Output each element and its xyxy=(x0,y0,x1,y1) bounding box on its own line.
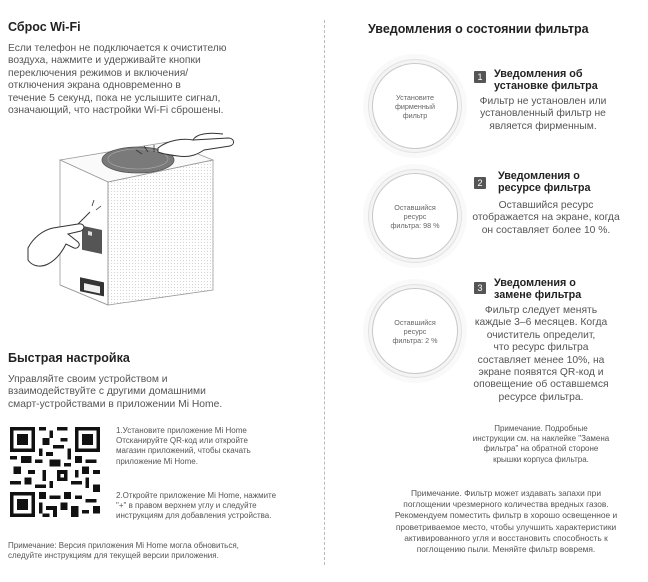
odor-note-line: поглощении чрезмерного количества вредных газов. xyxy=(403,499,609,510)
step1-text xyxy=(116,426,316,467)
sticker-note-line: фильтра" на обратной стороне xyxy=(483,444,599,454)
step2-line: инструкциям для добавления устройства. xyxy=(116,511,272,521)
app-version-note xyxy=(8,541,318,561)
filter-notifications-title: Уведомления о состоянии фильтра xyxy=(368,22,589,36)
step2-line: "+" в правом верхнем углу и следуйте xyxy=(116,501,257,511)
filter-odor-note xyxy=(366,488,646,555)
notification-body xyxy=(466,200,626,237)
display-line: Установите xyxy=(396,92,434,102)
body-line: установленный фильтр не xyxy=(480,108,606,120)
display-line: Оставшийся xyxy=(394,317,436,327)
wifi-reset-line: означающий, что настройки Wi-Fi сброшены. xyxy=(8,105,224,117)
body-line: оповещение об оставшемся xyxy=(473,379,609,391)
notification-title xyxy=(498,171,590,194)
step-number-badge: 1 xyxy=(474,71,486,83)
sticker-note-line: инструкции см. на наклейке "Замена xyxy=(472,434,610,444)
notification-body xyxy=(468,96,618,133)
wifi-reset-line: переключения режимов и включения/ xyxy=(8,67,189,79)
notification-title xyxy=(494,69,598,92)
sticker-note-line: крышки корпуса фильтра. xyxy=(493,454,589,464)
body-line: очиститель определит, xyxy=(486,329,596,341)
body-line: Фильтр следует менять xyxy=(484,305,598,316)
body-line: Фильтр не установлен или xyxy=(479,96,607,107)
title-line: ресурсе фильтра xyxy=(498,181,591,194)
step1-line: Отсканируйте QR-код или откройте xyxy=(116,436,248,446)
display-line: фильтра: 2 % xyxy=(392,335,438,345)
wifi-reset-line: течение 5 секунд, пока не услышите сигнал, xyxy=(8,92,221,104)
display-line: фильтра: 98 % xyxy=(390,220,440,230)
wifi-reset-text xyxy=(8,43,308,117)
sticker-note-line: Примечание. Подробные xyxy=(494,424,588,433)
purifier-illustration xyxy=(8,130,308,320)
body-line: он составляет более 10 %. xyxy=(481,224,611,236)
body-line: отображается на экране, когда xyxy=(472,212,620,224)
title-line: установке фильтра xyxy=(494,79,598,92)
notification-title xyxy=(494,278,581,301)
body-line: является фирменным. xyxy=(489,120,597,132)
sticker-note xyxy=(466,424,616,465)
body-line: каждые 3–6 месяцев. Когда xyxy=(474,317,608,329)
column-divider xyxy=(324,20,325,565)
title-line: Уведомления о xyxy=(498,170,580,182)
body-line: экране появятся QR-код и xyxy=(478,367,604,379)
body-line: Оставшийся ресурс xyxy=(498,200,594,211)
quick-setup-line: взаимодействуйте с другими домашними xyxy=(8,386,206,398)
display-line: фильтр xyxy=(402,110,428,120)
body-line: ресурсе фильтра. xyxy=(498,391,584,403)
display-line: ресурс xyxy=(403,211,427,221)
step1-line: 1.Установите приложение Mi Home xyxy=(116,426,247,435)
step2-line: 2.Откройте приложение Mi Home, нажмите xyxy=(116,491,277,500)
quick-setup-line: смарт-устройствами в приложении Mi Home. xyxy=(8,398,223,410)
step2-text xyxy=(116,491,321,522)
title-line: замене фильтра xyxy=(494,288,582,301)
display-line: фирменный xyxy=(395,101,435,111)
quick-setup-text xyxy=(8,374,308,411)
wifi-reset-line: отключения экрана одновременно в xyxy=(8,80,181,92)
odor-note-line: Примечание. Фильтр может издавать запахи при xyxy=(410,488,602,498)
note-line: следуйте инструкциям для текущей версии приложения. xyxy=(8,551,219,561)
notification-body xyxy=(466,305,616,404)
display-line: Оставшийся xyxy=(394,202,436,212)
quick-setup-title: Быстрая настройка xyxy=(8,351,130,365)
odor-note-line: Рекомендуем поместить фильтр в хорошо освещенное и xyxy=(394,510,618,521)
odor-note-line: активированного угля и восстановить способность к xyxy=(404,532,608,543)
step1-line: приложение Mi Home. xyxy=(116,456,198,466)
qr-code xyxy=(10,427,100,517)
title-line: Уведомления об xyxy=(494,68,583,80)
step-number-badge: 3 xyxy=(474,282,486,294)
display-line: ресурс xyxy=(403,326,427,336)
wifi-reset-line: Если телефон не подключается к очистителю xyxy=(8,43,227,54)
body-line: что ресурс фильтра xyxy=(493,342,589,354)
filter-resource-display xyxy=(372,173,458,259)
title-line: Уведомления о xyxy=(494,277,576,289)
quick-setup-line: Управляйте своим устройством и xyxy=(8,374,168,385)
step1-line: магазин приложений, чтобы скачать xyxy=(116,446,251,456)
body-line: составляет менее 10%, на xyxy=(477,354,605,366)
filter-replace-display xyxy=(372,288,458,374)
wifi-reset-line: воздуха, нажмите и удерживайте кнопки xyxy=(8,55,201,67)
odor-note-line: проветриваемое место, чтобы улучшить характеристики xyxy=(395,521,617,532)
odor-note-line: поглощению пыли. Меняйте фильтр вовремя. xyxy=(416,544,596,555)
step-number-badge: 2 xyxy=(474,177,486,189)
wifi-reset-title: Сброс Wi-Fi xyxy=(8,20,81,34)
note-line: Примечание: Версия приложения Mi Home могла обновиться, xyxy=(8,541,239,550)
filter-install-display xyxy=(372,63,458,149)
